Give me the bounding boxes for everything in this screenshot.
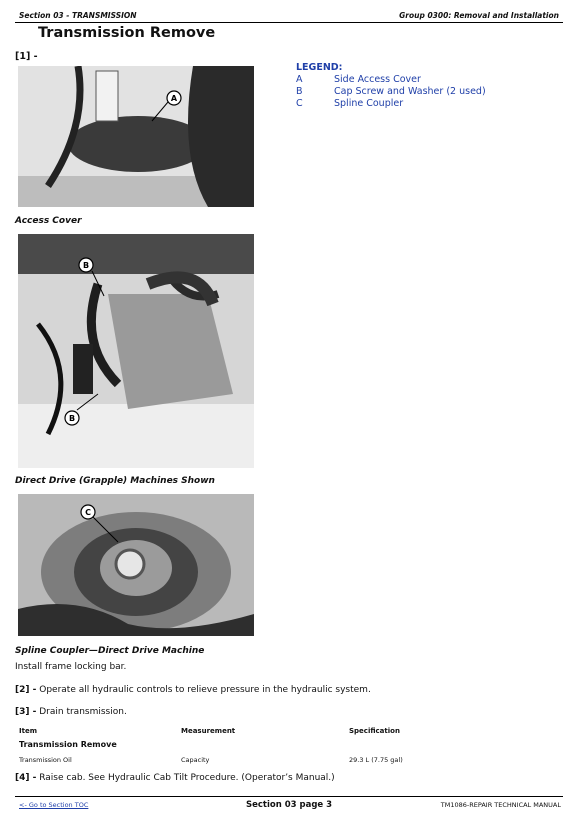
page-header [15, 8, 563, 23]
caption-spline-coupler: Spline Coupler—Direct Drive Machine [15, 646, 205, 656]
legend-value: Side Access Cover [334, 74, 421, 85]
page-footer [15, 796, 563, 811]
step-2-text: Operate all hydraulic controls to relieve pressure in the hydraulic system. [39, 685, 371, 695]
header-section: Section 03 - TRANSMISSION [19, 11, 137, 20]
legend-key: C [296, 98, 303, 109]
table-group-title: Transmission Remove [19, 740, 117, 749]
table-header-item: Item [19, 727, 37, 735]
legend-key: B [296, 86, 303, 97]
manual-name: TM1086-REPAIR TECHNICAL MANUAL [440, 801, 561, 809]
svg-text:C: C [85, 508, 91, 517]
table-header-specification: Specification [349, 727, 400, 735]
caption-direct-drive: Direct Drive (Grapple) Machines Shown [15, 476, 215, 486]
page-title: Transmission Remove [38, 25, 216, 41]
caption-access-cover: Access Cover [15, 216, 82, 226]
svg-text:B: B [82, 261, 90, 270]
callout-b-top [79, 258, 93, 272]
legend [296, 62, 486, 110]
table-cell: Transmission Oil [19, 756, 72, 764]
legend-title: LEGEND: [296, 62, 343, 73]
callout-b-bottom [65, 411, 79, 425]
step-3-text: Drain transmission. [39, 707, 127, 717]
step-4-text: Raise cab. See Hydraulic Cab Tilt Procedure. (Operator’s Manual.) [39, 773, 335, 783]
photo-access-cover [18, 66, 254, 207]
photo-direct-drive [18, 234, 254, 468]
step-1-label: [1] - [15, 51, 38, 62]
step-2-number: [2] - [15, 685, 37, 695]
step-4-number: [4] - [15, 773, 37, 783]
step-3-number: [3] - [15, 707, 37, 717]
install-text: Install frame locking bar. [15, 662, 127, 672]
step-2 [15, 685, 371, 695]
section-toc-link[interactable]: <- Go to Section TOC [19, 801, 89, 809]
table-cell: Capacity [181, 756, 210, 764]
legend-item [296, 98, 404, 110]
callout-c [81, 505, 95, 519]
legend-value: Spline Coupler [334, 98, 404, 109]
svg-text:A: A [170, 94, 178, 103]
legend-item [296, 86, 486, 98]
table-cell: 29.3 L (7.75 gal) [349, 756, 403, 764]
page-number: Section 03 page 3 [245, 800, 333, 810]
callout-a [167, 91, 181, 105]
spec-table [15, 726, 563, 768]
step-3 [15, 707, 127, 717]
legend-key: A [296, 74, 303, 85]
step-4 [15, 773, 335, 783]
legend-item [296, 74, 421, 86]
table-header-measurement: Measurement [181, 727, 236, 735]
legend-value: Cap Screw and Washer (2 used) [334, 86, 486, 97]
photo-spline-coupler [18, 494, 254, 636]
header-group: Group 0300: Removal and Installation [399, 11, 559, 20]
svg-text:B: B [68, 414, 76, 423]
